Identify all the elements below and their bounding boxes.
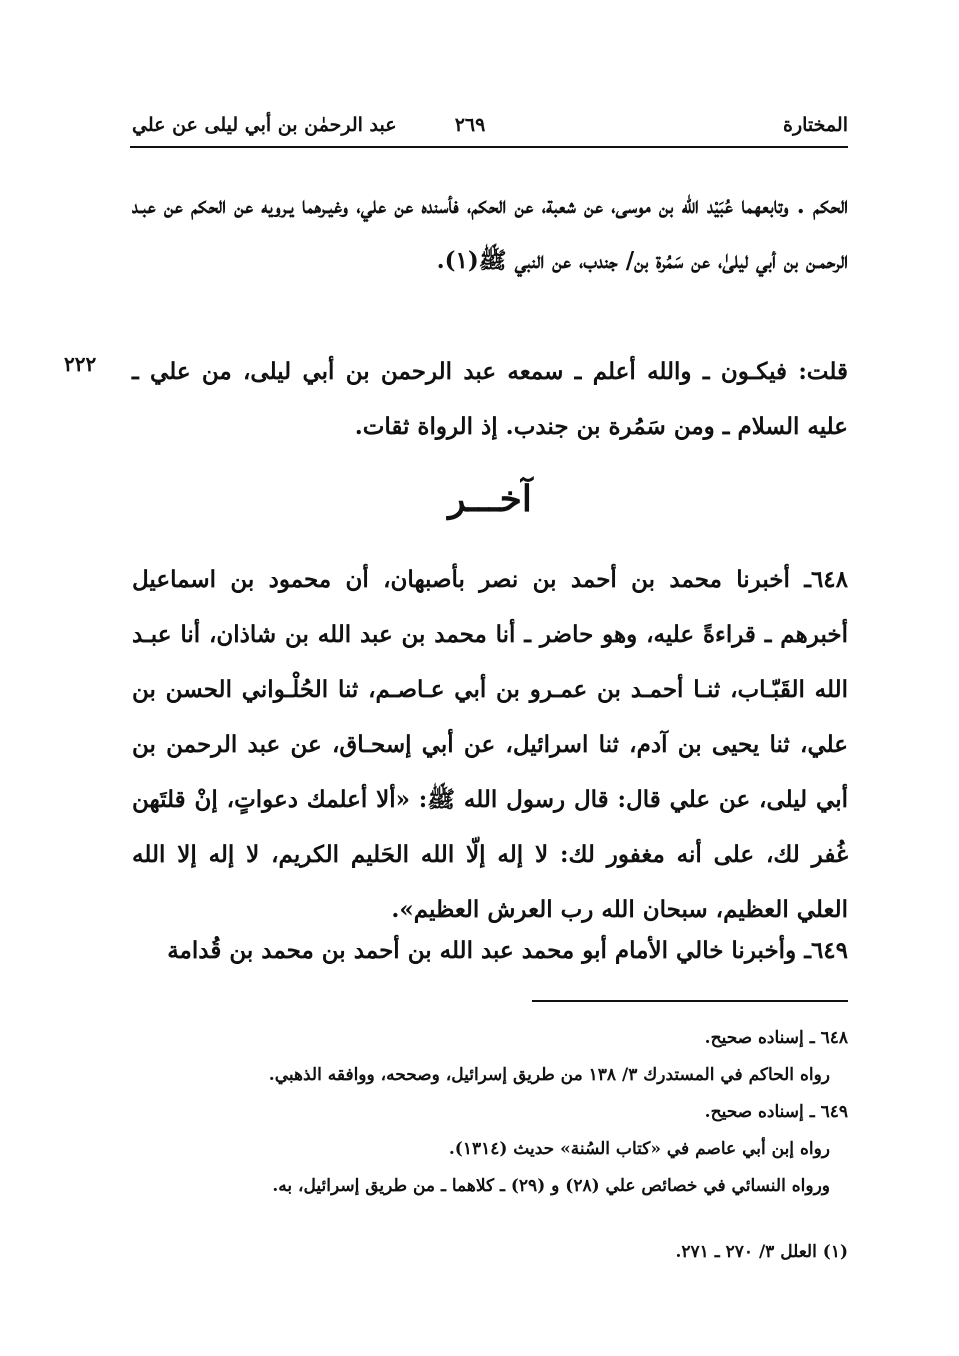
running-header <box>132 112 848 144</box>
hadith-648: ٦٤٨ـ أخبرنا محمد بن أحمد بن نصر بأصبهان، أن محمود بن اسماعيل أخبرهم ـ قراءةً عليه، وهو حاضر ـ أنا محمد بن عبد الله بن شاذان، أنا عبـد الله القَبّـاب، ثنـا أحمـد بن عمـرو بن أبي عـاصـم، ثنا الحُلْـواني الحسن بن علي، ثنا يحيى بن آدم، ثنا اسرائيل، عن أبي إسحـاق، عن عبد الرحمن بن أبي ليلى، عن علي قال: قال رسول الله ﷺ: «ألا أعلمك دعواتٍ، إنْ قلتَهن غُفر لك، على أنه مغفور لك: لا إله إلّا الله الحَليم الكريم، لا إله إلا الله العلي العظيم، سبحان الله رب العرش العظيم». <box>132 566 848 923</box>
footnote-648-head: ٦٤٨ ـ إسناده صحيح. <box>704 1028 848 1048</box>
footnote-divider <box>532 1000 848 1002</box>
endnote-1: (١) العلل ٣/ ٢٧٠ ـ ٢٧١. <box>675 1242 848 1262</box>
margin-manuscript-number: ٢٢٢ <box>64 352 97 376</box>
paragraph-continuation: الحكم . وتابعهما عُبَيْد الله بن موسى، عن شعبة، عن الحكم، فأسنده عن علي، وغيـرهما يـرويه عن الحكم عن عبـد الرحمـن بن أبي ليلىٰ، عن سَمُرة بن/ جندب، عن النبي ﷺ(١). <box>132 192 848 274</box>
header-divider <box>130 146 848 148</box>
header-book-title: المختارة <box>783 114 848 136</box>
footnote-649-text-1: رواه إبن أبي عاصم في «كتاب السُنة» حديث (١٣١٤). <box>448 1139 830 1159</box>
footnotes <box>132 1020 848 1205</box>
hadith-649: ٦٤٩ـ وأخبرنا خالي الأمام أبو محمد عبد الله بن أحمد بن محمد بن قُدامة <box>167 937 848 964</box>
header-page-number: ٢٦٩ <box>454 114 486 136</box>
paragraph-qultu: قلت: فيكـون ـ والله أعلم ـ سمعه عبد الرحمن بن أبي ليلى، من علي ـ عليه السلام ـ ومن سَمُرة بن جندب. إذ الرواة ثقات. <box>132 358 848 440</box>
footnote-649-text-2: ورواه النسائي في خصائص علي (٢٨) و (٢٩) ـ كلاهما ـ من طريق إسرائيل، به. <box>272 1176 830 1196</box>
section-heading: آخـــر <box>448 478 532 520</box>
footnote-649-head: ٦٤٩ ـ إسناده صحيح. <box>704 1102 848 1122</box>
footnote-648-text: رواه الحاكم في المستدرك ٣/ ١٣٨ من طريق إسرائيل، وصححه، ووافقه الذهبي. <box>268 1065 830 1085</box>
header-chapter-title: عبد الرحمٰن بن أبي ليلى عن علي <box>132 114 397 136</box>
